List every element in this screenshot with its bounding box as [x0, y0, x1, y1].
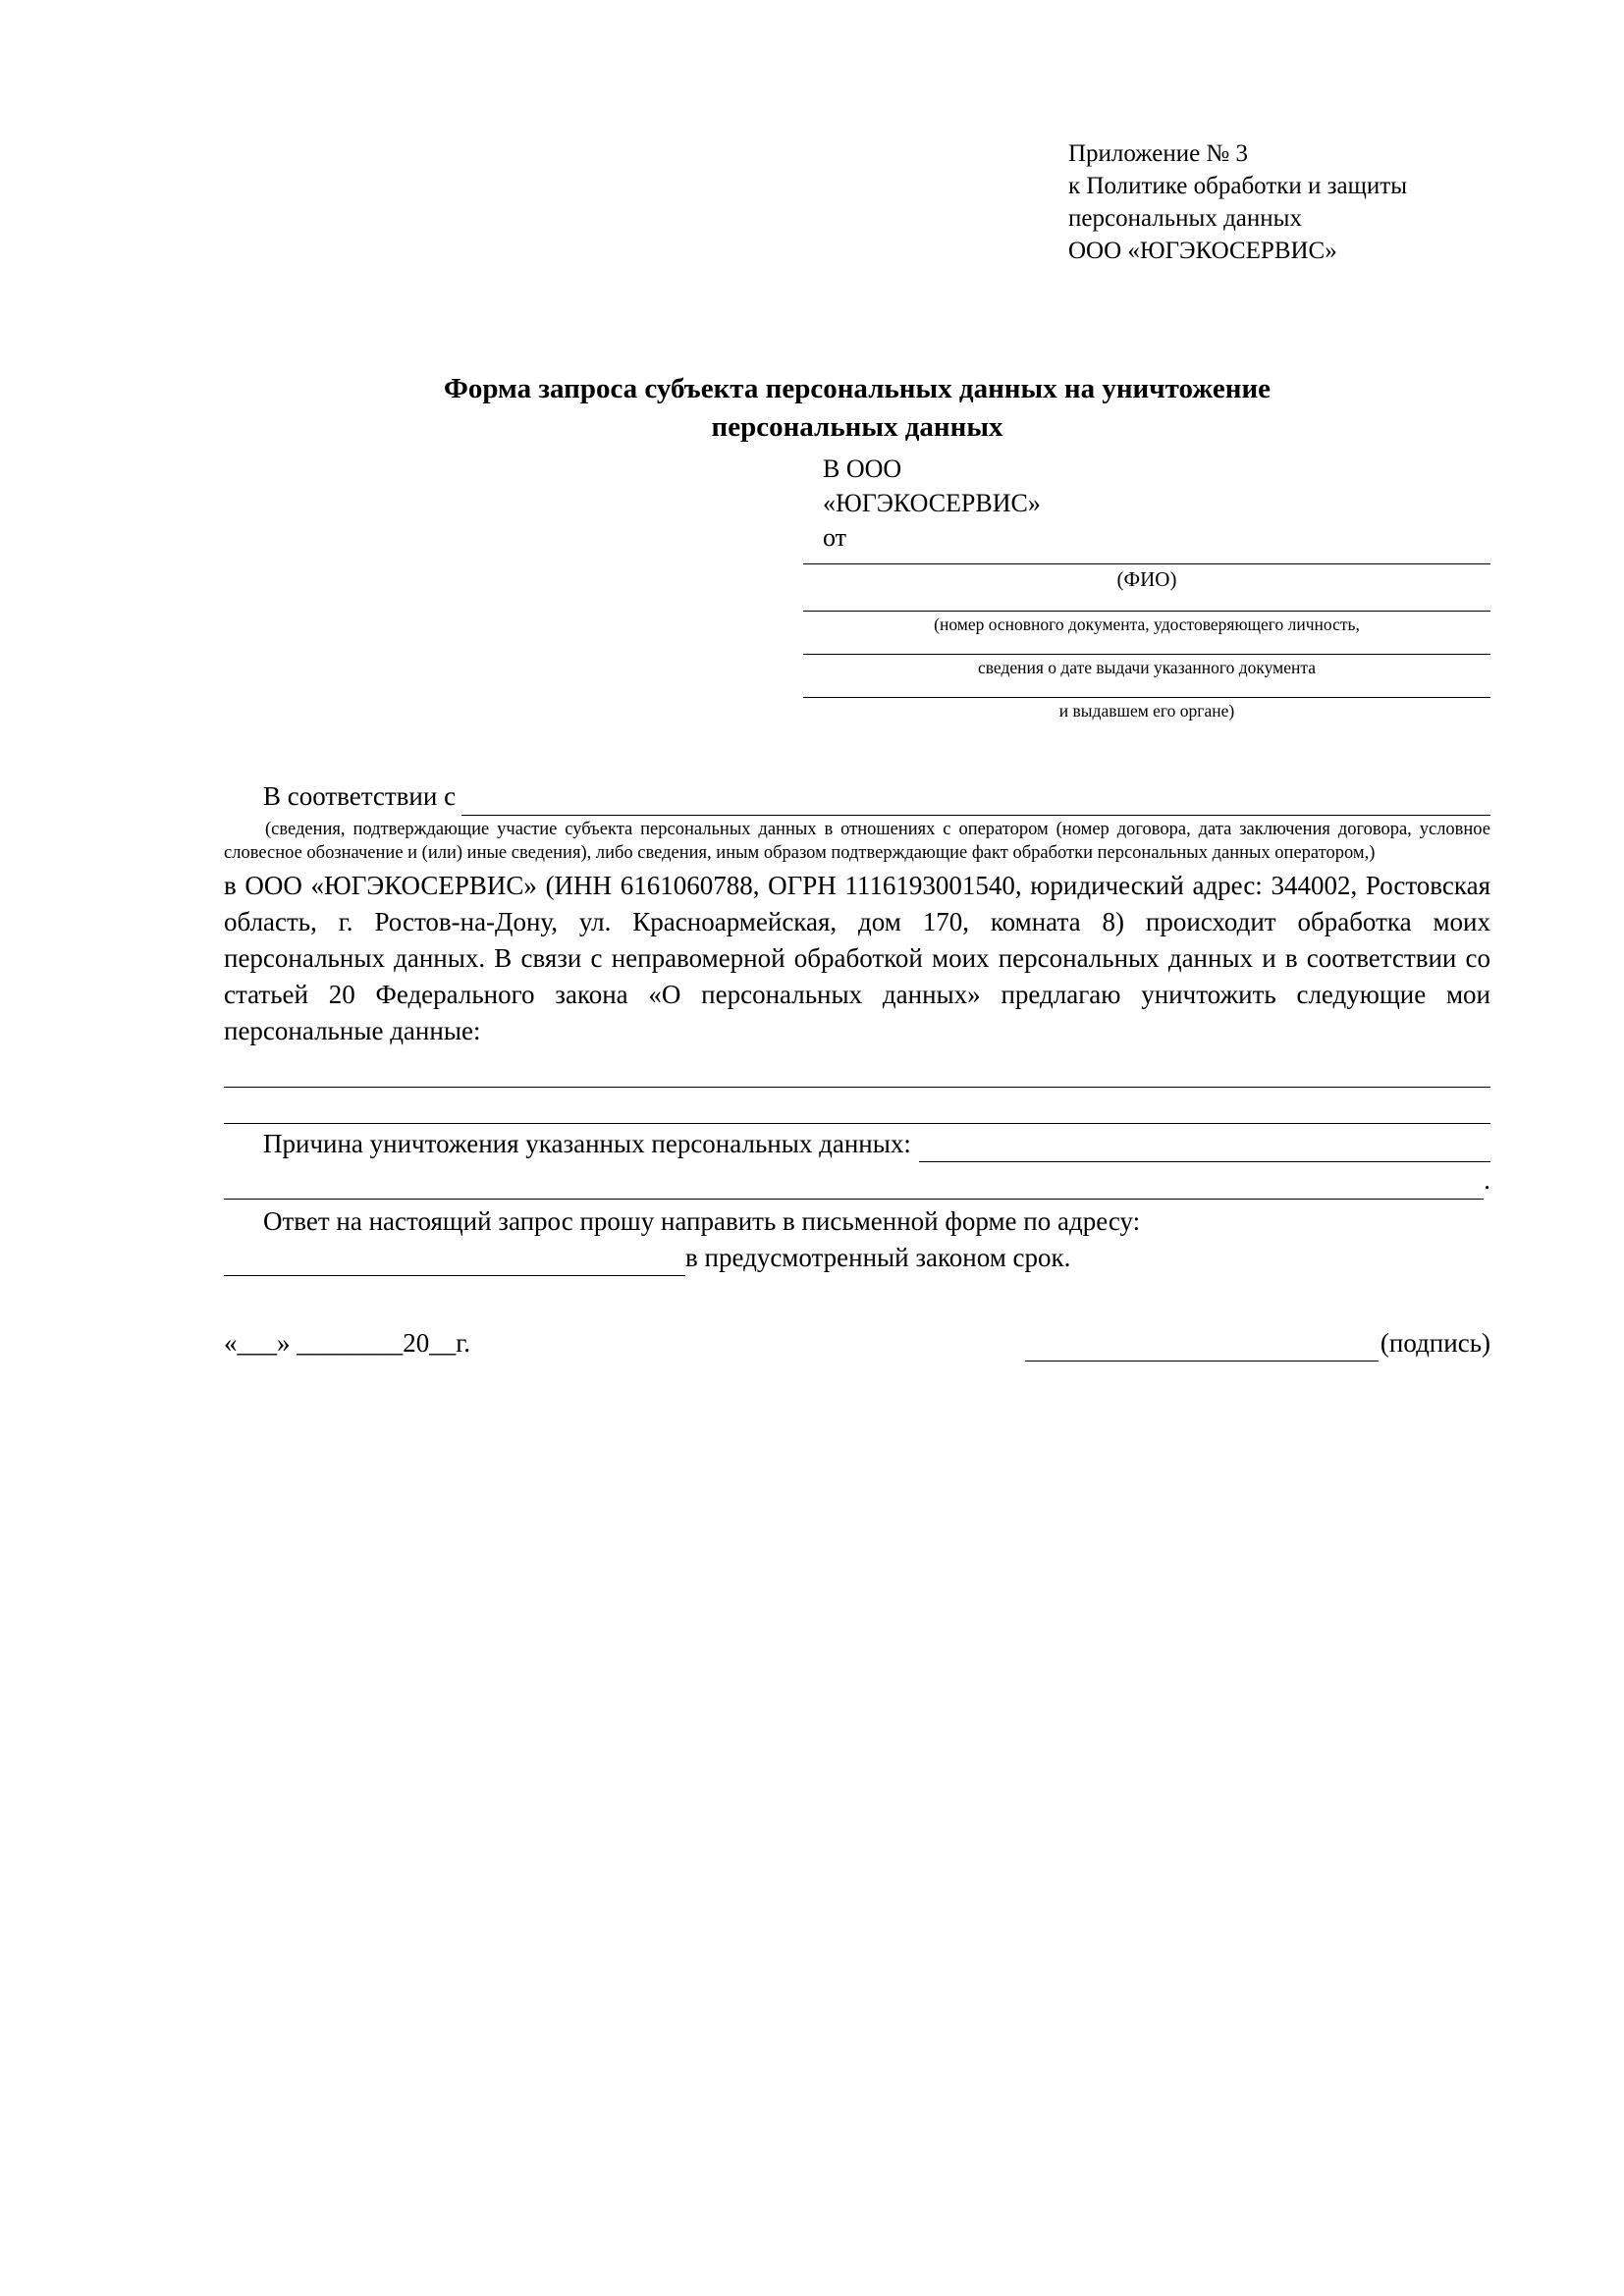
- basis-note-text: (сведения, подтверждающие участие субъекта персональных данных в отношениях с оператором (номер договора, дата заключения договора, условное словесное обозначение и (или) иные сведения), либо сведения, иным образом подтверждающие факт обработки персональных данных оператором,): [224, 819, 1490, 864]
- page-title-line-1: Форма запроса субъекта персональных данных на уничтожение: [443, 373, 1272, 404]
- answer-text: Ответ на настоящий запрос прошу направить в письменной форме по адресу:: [263, 1205, 1141, 1236]
- answer-address-row: [224, 1240, 1490, 1276]
- basis-label: В соответствии с: [263, 781, 457, 812]
- reason-continuation-row: [224, 1162, 1490, 1199]
- body-block: [224, 778, 1490, 1362]
- applicant-fields: [803, 563, 1490, 722]
- signature-row: [224, 1325, 1490, 1362]
- appendix-header-line-1: Приложение № 3: [1068, 140, 1249, 167]
- document-date-input-line[interactable]: [803, 654, 1490, 655]
- main-paragraph: в ООО «ЮГЭКОСЕРВИС» (ИНН 6161060788, ОГРН 1116193001540, юридический адрес: 344002, Ростовская область, г. Ростов-на-Дону, ул. Красноармейская, дом 170, комната 8) происходит обработка моих персональных данных. В связи с неправомерной обработкой моих персональных данных и в соответствии со статьей 20 Федерального закона «О персональных данных» предлагаю уничтожить следующие мои персональные данные:: [224, 871, 1490, 1046]
- reason-input-line[interactable]: [919, 1138, 1490, 1162]
- appendix-header: [1068, 137, 1490, 267]
- data-list-line-1[interactable]: [224, 1049, 1490, 1088]
- document-number-caption: (номер основного документа, удостоверяющего личность,: [934, 614, 1360, 635]
- basis-note: [224, 818, 1490, 867]
- page-title-line-2: персональных данных: [711, 411, 1003, 444]
- appendix-header-line-2: к Политике обработки и защиты: [1068, 173, 1408, 199]
- addressee-line-3: от: [823, 522, 847, 552]
- document-date-caption: сведения о дате выдачи указанного документа: [977, 657, 1316, 677]
- document-issuer-caption: и выдавшем его органе): [1058, 700, 1235, 721]
- page-title: [224, 370, 1490, 447]
- fio-input-line[interactable]: [803, 563, 1490, 564]
- addressee-line-1: В ООО: [823, 454, 902, 484]
- addressee-block: [823, 453, 1490, 555]
- answer-paragraph: [224, 1203, 1490, 1240]
- reason-label: Причина уничтожения указанных персональных данных:: [263, 1129, 911, 1159]
- signature-caption: (подпись): [1380, 1328, 1490, 1359]
- signature-field: [1025, 1325, 1490, 1362]
- reason-end-dot: .: [1484, 1165, 1490, 1196]
- document-content: [224, 137, 1490, 1362]
- answer-address-input-line[interactable]: [224, 1250, 685, 1276]
- date-field[interactable]: «___» ________20__г.: [224, 1328, 471, 1359]
- basis-input-line[interactable]: [461, 791, 1490, 816]
- addressee-line-2: «ЮГЭКОСЕРВИС»: [823, 489, 1041, 518]
- appendix-header-line-3: персональных данных: [1068, 205, 1302, 232]
- data-list-line-2[interactable]: [224, 1088, 1490, 1124]
- fio-caption: (ФИО): [1116, 566, 1177, 591]
- appendix-header-line-4: ООО «ЮГЭКОСЕРВИС»: [1068, 238, 1337, 264]
- document-number-input-line[interactable]: [803, 611, 1490, 612]
- reason-input-line-2[interactable]: [224, 1169, 1484, 1200]
- reason-row: [224, 1126, 1490, 1162]
- document-issuer-input-line[interactable]: [803, 697, 1490, 698]
- basis-row: [224, 778, 1490, 815]
- signature-input-line[interactable]: [1025, 1335, 1379, 1362]
- answer-tail-text: в предусмотренный законом срок.: [685, 1242, 1071, 1272]
